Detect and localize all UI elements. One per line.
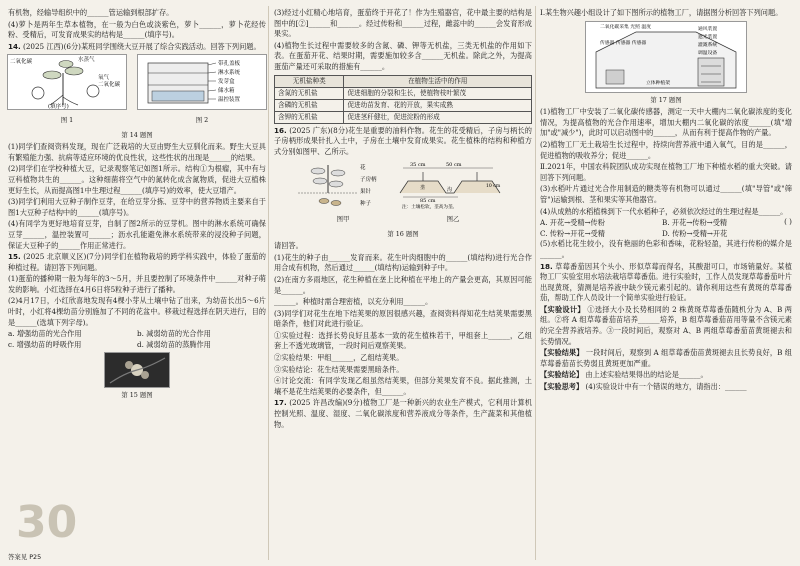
table-cell: 促进茎秆健壮，促进淀粉的形成: [344, 111, 532, 123]
mineral-salt-table: [274, 75, 532, 124]
q16-fig-b-label-35cm: 35 cm: [410, 162, 426, 169]
q16-part-3-1: ①实验过程：选择长势良好且基本一致的花生植株若干，甲组套上______，乙组套上不透光玻璃管，一段时间后观察荚果。: [274, 330, 532, 351]
table-cell: 促进幼苗发育、花的开放，果实成熟: [344, 99, 532, 111]
q18-conclusion-tag: 【实验结论】: [540, 370, 584, 380]
q17-options: [540, 218, 784, 239]
q14-fig2-label-temp: 温控装置: [218, 97, 241, 104]
q16-fig-a-label-stalk: 子房柄: [360, 177, 377, 184]
q14-fig2-label: 图 2: [195, 115, 209, 124]
q15-photo-tomato-flower: [104, 352, 170, 388]
q17-number: 17.: [274, 398, 287, 408]
q14-fig1-label-co2b: 二氧化碳: [98, 82, 121, 89]
q18-reflect: [540, 382, 792, 393]
q18-reflect-text: (4)实验设计中有一个错误的地方，请指出：______: [585, 382, 747, 392]
c1-top-line-2: (4)萝卜是两年生草本植物，在一般为白色或淡紫色，萝卜______，萝卜花经传粉、受精后，可发育成果实的结构是______(填序号)。: [8, 19, 266, 40]
q17-section-2: Ⅱ.2021年，中国农科院团队成功实现在植物工厂地下种植水稻的重大突破。请回答下列问题。: [540, 162, 792, 182]
q17-source: (2025 许昌改编)(9分)植物工厂是一种新兴的农业生产模式，它利用计算机控制光照、温度、湿度、二氧化碳浓度和营养液成分等条件，生产蔬菜和其他植物。: [274, 398, 532, 429]
q14-figure-caption: 第 14 题图: [121, 130, 153, 139]
q14-fig2-label-sprinkler: 淋水系统: [218, 70, 241, 77]
table-header-role: 在植物生活中的作用: [344, 75, 532, 87]
q14-fig2-label-tank: 储水箱: [218, 88, 235, 95]
q17-fig-label-shade: 遮光装置: [698, 34, 718, 40]
q18-design-text: ①选择大小及长势相同的 2 株黄斑草莓番茄随机分为 A、B 两组。②将 A 组草莓番茄苗培养______培养，B 组草莓番茄苗用等量不含镁元素的完全营养液培养。③一段时间后，观察对 A、B 两组草莓番茄苗黄斑褪去和长势情况。: [540, 304, 792, 346]
q17-fig-label-vent: 通风装置: [698, 26, 718, 32]
q14-part-4: (4)有同学为更好地培育豆芽，自制了图2所示的豆芽机。图中的淋水系统可确保豆芽______，温控装置可______；沥水孔能避免淋水系统带来的浸没种子问题，保证大豆种子的______作用正常进行。: [8, 219, 266, 250]
q16-fig-a-label-peg: 果针: [360, 189, 372, 196]
page-number: 30: [16, 497, 78, 548]
table-row: [275, 87, 532, 99]
q16-fig-b-label-50cm: 50 cm: [446, 162, 462, 169]
q17-answer-bracket[interactable]: ( ): [784, 217, 792, 227]
q18-result-text: 一段时间后，观察到 A 组草莓番茄苗黄斑褪去且长势良好，B 组草莓番茄苗长势弱且黄斑更加严重。: [540, 348, 792, 368]
q18-design: [540, 305, 792, 347]
q17-fig-label-heater: 调温设备: [698, 50, 718, 56]
q16-part-2: (2)在南方多雨地区，花生种植在垄上比种植在平地上的产量会更高，其原因可能是______。: [274, 274, 532, 295]
q16-number: 16.: [274, 125, 287, 135]
q16-fig-a-label-flower: 花: [360, 165, 366, 172]
q14-source: (2025 江西)(6分)某班同学围绕大豆开展了综合实践活动。回答下列问题。: [23, 41, 261, 51]
q18-reflect-tag: 【实验思考】: [540, 382, 584, 392]
q17-option-b[interactable]: B. 开花→传粉→受精: [662, 218, 728, 228]
q15-part-4: (4)植物生长过程中需要较多的含氮、磷、钾等无机盐，三类无机盐的作用如下表。在蛋茄开花、结果时期，需要施加较多含______无机盐。除此之外，为提高蛋茄产量还可采取的措施有______。: [274, 40, 532, 71]
q17-figure: [540, 21, 792, 93]
q15-option-b[interactable]: b. 减弱幼苗的光合作用: [137, 329, 211, 339]
column-divider-1: [268, 6, 269, 560]
q15-option-c[interactable]: c. 增强幼苗的呼吸作用: [8, 339, 82, 349]
q17-fig-label-sensors: 二氧化碳采集 光照 温度: [600, 24, 652, 30]
q16-part-3: (3)同学们对花生在地下结荚果的原因很感兴趣，查阅资料得知花生结荚果需要黑暗条件，他们对此进行验证。: [274, 308, 532, 329]
q16-fig-b-label-ridge: 垄: [420, 185, 426, 192]
q17-figure-caption: 第 17 题图: [650, 95, 682, 104]
q18-design-tag: 【实验设计】: [540, 304, 585, 314]
q18-conclusion: [540, 370, 792, 381]
q17-option-c[interactable]: C. 传粉→开花→受精: [540, 228, 605, 238]
q17-part-2: (2)植物工厂无土栽培生长过程中，持续向营养液中通入氧气，目的是______，促进植物的吸收养分；促进______。: [540, 139, 792, 160]
q14-number: 14.: [8, 41, 21, 51]
q16-part-3-4: ④讨论交流：有同学发现乙组虽然结荚果，但部分荚果发育不良。据此推测，土壤不是花生结荚果的必要条件，但______。: [274, 376, 532, 396]
table-cell: 含钾的无机盐: [275, 111, 344, 123]
q17-fig-label-irrigation: 灌溉系统: [698, 42, 718, 48]
q17-stem: [274, 398, 532, 430]
q14-fig1-label-water: 水蒸气: [78, 57, 95, 64]
q15-figure: [8, 352, 266, 388]
q14-fig1-plant-diagram: [7, 54, 127, 110]
q14-fig1-label-co2: 二氧化碳: [10, 59, 33, 66]
q16-part-3-2: ②实验结果：甲组______，乙组结荚果。: [274, 353, 404, 363]
q14-fig1-label: 图 1: [60, 115, 74, 124]
q14-part-3: (3)同学们利用大豆种子制作豆芽，在给豆芽分拣、豆芽中的营养物质主要来自于图1大豆种子结构中的______(填序号)。: [8, 197, 266, 217]
q15-part-1: (1)蛋茄的播种期一般为每年的3～5月，并且要控制了环境条件中______对种子萌发的影响。小红选择在4月6日将5粒种子进行了播种。: [8, 274, 266, 294]
table-header-type: 无机盐种类: [275, 75, 344, 87]
q15-number: 15.: [8, 252, 21, 262]
q14-stem: [8, 42, 266, 53]
table-row: [275, 99, 532, 111]
q17-fig-label-rack: 立体种植架: [646, 80, 670, 86]
q16-fig-b-label-85cm: 85 cm: [420, 198, 436, 205]
q18-result-tag: 【实验结果】: [540, 348, 584, 358]
q16-fig-a-peanut-plant: [298, 159, 388, 209]
q15-options: [8, 329, 266, 350]
q16-fig-a-label-seed: 种子: [360, 201, 372, 208]
q16-fig-a-label: 图甲: [336, 214, 350, 223]
q14-fig2-label-lid: 带孔盖板: [218, 61, 241, 68]
q17-part-1: (1)植物工厂中安装了二氧化碳传感器，测定一天中大棚内二氧化碳浓度的变化情况，为提高植物的光合作用速率，增加大棚内二氧化碳的浓度______(填"增加"或"减少")，此时可以启动图中的______，从而有利于提高作物的产量。: [540, 107, 792, 138]
column-3: [540, 8, 792, 394]
q15-figure-caption: 第 15 题图: [121, 391, 153, 400]
q14-part-2: (2)同学们在学校种植大豆，记录观察笔记如图1所示。结构①为根瘤，其中有与豆科植物共生的______。这种细菌将空气中的氮转化成含氮物质，促进大豆植株更好生长，从而提高图1中生理过程______(填序号)的效率，使大豆增产。: [8, 164, 266, 195]
q17-plant-factory-diagram: [585, 21, 747, 93]
q18-conclusion-text: 由上述实验结果得出的结论是______。: [585, 370, 708, 380]
answer-reference-footer: 答案见 P25: [8, 553, 42, 561]
q15-stem: [8, 252, 266, 273]
c1-top-line-1: 有机物，经输导组织中的______管运输到根部扩存。: [8, 8, 174, 17]
column-1: [8, 8, 266, 403]
q15-part-3: (3)经过小红精心地培育，蛋茄终于开花了！作为生殖器官，花中最主要的结构是图中的[②]______和______。经过传粉和______过程，雌蕊中的______会发育形成果实。: [274, 8, 532, 39]
q17-option-a[interactable]: A. 开花→受精→传粉: [540, 218, 605, 228]
q16-part-1: (1)花生的种子由______发育而来。花生叶肉细胞中的______(填结构)进行光合作用合成有机物，然后通过______(填结构)运输到种子中。: [274, 252, 532, 273]
table-cell: 促进细胞的分裂和生长，使植物枝叶繁茂: [344, 87, 532, 99]
q17-fig-label-sensor-row: 传感器 传感器 传感器: [600, 40, 647, 46]
table-cell: 含磷的无机盐: [275, 99, 344, 111]
q14-figure: [8, 54, 266, 127]
q16-part-2b: ______。种植时需合理密植，以充分利用______。: [274, 297, 433, 307]
q14-fig1-label-o2: 氧气: [98, 75, 110, 82]
q14-fig2-label-box: 发芽盒: [218, 79, 235, 86]
q17-part-4-text: (4)从成熟的水稻植株到下一代水稻种子，必须依次经过的生理过程是______。: [540, 206, 788, 216]
q15-option-a[interactable]: a. 增强幼苗的光合作用: [8, 329, 82, 339]
q16-figure-caption: 第 16 题图: [387, 229, 419, 238]
q16-stem: [274, 126, 532, 158]
q16-fig-b-label-10cm: 10 cm: [486, 184, 501, 190]
q17-part-5: (5)水稻比花生较小，没有艳丽的色彩和香味，花粉轻盈，其进行传粉的媒介是______。: [540, 239, 792, 259]
q15-source: (2025 北京顺义区)(7分)同学们在植物栽培的跨学科实践中，体验了蛋茄的种植过程。请回答下列问题。: [8, 252, 266, 272]
table-cell: 含氮的无机盐: [275, 87, 344, 99]
q16-fig-b-ridge-planting: [398, 159, 508, 209]
q16-fig-b-note: 注：土壤松软，垄高为垄。: [402, 205, 458, 210]
q18-source: 草莓番茄因其个头小、形似草莓而得名，其酸甜可口，市场销量好。某植物工厂实验室用水培法栽培草莓番茄。进行实验时，工作人员发现草莓番茄叶片出现黄斑，猜测是培养液中缺少镁元素引起的。请你利用这些有黄斑的草莓番茄，帮助工作人员设计一个简单实验进行验证。: [540, 261, 792, 303]
q14-fig2-sprouter-diagram: [137, 54, 267, 110]
q16-fig-b-label-furrow: 沟: [447, 187, 453, 194]
q14-fig1-label-fill: (填序号): [48, 104, 69, 111]
q16-fig-b-label: 图乙: [446, 214, 460, 223]
q15-option-d[interactable]: d. 减弱幼苗的蒸腾作用: [137, 339, 211, 349]
q18-result: [540, 348, 792, 369]
column-2: [274, 8, 532, 431]
q16-figure: [274, 159, 532, 226]
q18-stem: [540, 262, 792, 304]
q17-part-3: (3)水稻叶片通过光合作用制造的糖类等有机物可以通过______(填"导管"或"筛管")运输到根、茎和果实等其他器官。: [540, 184, 792, 204]
column-divider-2: [535, 6, 536, 560]
q17-section-1: Ⅰ.某生物兴趣小组设计了如下图所示的植物工厂，请据图分析回答下列问题。: [540, 8, 783, 17]
q16-part-0: 请回答。: [274, 241, 303, 251]
q16-part-3-3: ③实验结论：花生结荚果需要黑暗条件。: [274, 364, 404, 374]
q14-part-1: (1)同学们查阅资料发现，现在广泛栽培的大豆由野生大豆驯化而来。野生大豆具有繁殖能力强、抗病等适应环境的优良性状，这些性状的出现是______的结果。: [8, 142, 266, 162]
table-row: [275, 111, 532, 123]
q18-number: 18.: [540, 261, 553, 271]
q17-option-d[interactable]: D. 传粉→受精→开花: [662, 228, 728, 238]
q15-part-2: (2)4月17日，小红欣喜地发现有4棵小芽从土壤中钻了出来，为幼苗长出5～6片叶时，小红将4棵幼苗分别施加了不同的花盆中。移栽过程选择在阴天进行，目的是______(选填下列字母)。: [8, 296, 266, 327]
q16-source: (2025 广东)(8分)花生是重要的油料作物。花生的花受精后，子房与柄长的子房柄形成果针扎入土中，子房在土壤中发育成果实。花生植株的结构和种植方式分别如图甲、乙所示。: [274, 125, 532, 156]
